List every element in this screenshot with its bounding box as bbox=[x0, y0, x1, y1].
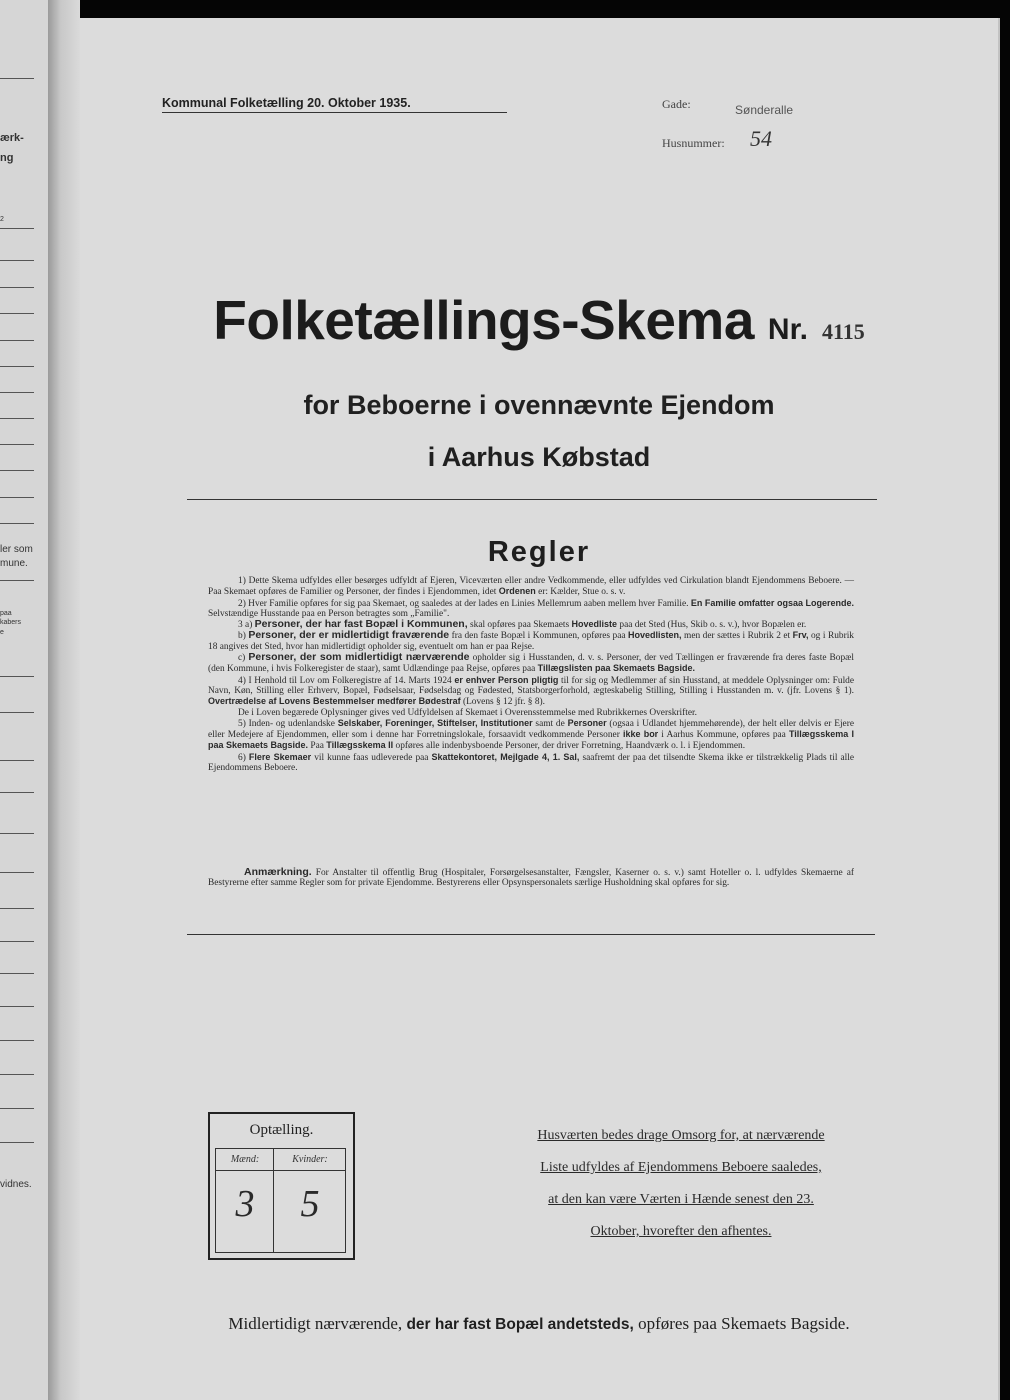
ruled-line bbox=[0, 833, 34, 834]
ruled-line bbox=[0, 1006, 34, 1007]
count-column-divider bbox=[273, 1148, 274, 1252]
remark bbox=[208, 867, 854, 889]
ruled-line bbox=[0, 580, 34, 581]
ruled-line bbox=[0, 1108, 34, 1109]
notice-line: Husværten bedes drage Omsorg for, at nærværende bbox=[537, 1128, 825, 1143]
census-form-page bbox=[80, 18, 998, 1400]
ruled-line bbox=[0, 1142, 34, 1143]
form-title bbox=[80, 288, 998, 352]
house-number-label: Husnummer: bbox=[662, 136, 725, 150]
rule-6: 6) Flere Skemaer vil kunne faas udleverede paa Skattekontoret, Mejlgade 4, 1. Sal, saafremt der paa det tilsendte Skema ikke er tilstrækkelig Plads til alle Ejendommens Beboere. bbox=[208, 751, 855, 774]
ruled-line bbox=[0, 872, 34, 873]
left-page-fragment: ærk- bbox=[0, 132, 24, 144]
header-underline bbox=[162, 112, 507, 113]
count-header-rule bbox=[215, 1170, 345, 1171]
notice-line: at den kan være Værten i Hænde senest den 23. bbox=[548, 1192, 814, 1207]
left-page-fragment: ler som bbox=[0, 544, 33, 555]
men-count: 3 bbox=[235, 1183, 255, 1225]
rule-1: 1) Dette Skema udfyldes eller besørges udfyldt af Ejeren, Viceværten eller andre Vedkommende, eller udfyldes ved Cirkulation blandt Ejendommens Beboere. — Paa Skemaet opføres de Familier og Personer, der findes i Ejendommen, idet Ordenen er: Kælder, Stue o. s. v. bbox=[208, 576, 854, 598]
ruled-line bbox=[0, 444, 34, 445]
divider bbox=[187, 934, 875, 935]
house-number-value: 54 bbox=[750, 126, 772, 151]
rule-5: 5) Inden- og udenlandske Selskaber, Foreninger, Stiftelser, Institutioner samt de Personer (ogsaa i Udlandet hjemmehørende), der helt eller delvis er Ejere eller Medejere af Ejendommen, eller som i denne har Forretningslokale, forsaavidt vedkommende Personer ikke bor i Aarhus Kommune, opføres paa Tillægsskema I paa Skemaets Bagside. Paa Tillægsskema II opføres alle indenbysboende Personer, der driver Forretning, Haandværk o. l. i Ejendommen. bbox=[208, 717, 855, 752]
ruled-line bbox=[0, 1074, 34, 1075]
ruled-line bbox=[0, 470, 34, 471]
ruled-line bbox=[0, 313, 34, 314]
ruled-line bbox=[0, 287, 34, 288]
rule-3a: 3 a) Personer, der har fast Bopæl i Kommunen, skal opføres paa Skemaets Hovedliste paa det Sted (Hus, Skib o. s. v.), hvor Bopælen er. bbox=[238, 618, 807, 631]
left-page-fragment: kabers bbox=[0, 619, 22, 626]
rules-body bbox=[208, 576, 854, 773]
ruled-line bbox=[0, 497, 34, 498]
left-page-fragment: vidnes. bbox=[0, 1179, 32, 1190]
ruled-line bbox=[0, 792, 34, 793]
book-spine bbox=[48, 0, 80, 1400]
left-page-fragment: 2 bbox=[0, 216, 4, 223]
ruled-line bbox=[0, 941, 34, 942]
remark-text: For Anstalter til offentlig Brug (Hospitaler, Forsørgelsesanstalter, Fængsler, Kaserner o. s. v.) samt Hoteller o. l. udfyldes Skemaerne af Bestyrerne efter samme Regler som for private Ejendomme. Bestyrerens eller Opsynspersonalets særlige Husholdning skal opføres for sig. bbox=[208, 868, 855, 889]
ruled-line bbox=[0, 260, 34, 261]
ruled-line bbox=[0, 340, 34, 341]
women-label: Kvinder: bbox=[292, 1154, 328, 1165]
count-box bbox=[208, 1112, 355, 1260]
rule-4-extra: De i Loven begærede Oplysninger gives ved Udfyldelsen af Skemaet i Overensstemmelse med Rubrikkernes Overskrifter. bbox=[238, 707, 697, 718]
ruled-line bbox=[0, 523, 34, 524]
left-page-fragment: e bbox=[0, 629, 4, 636]
form-number: 4115 bbox=[821, 319, 865, 344]
census-header: Kommunal Folketælling 20. Oktober 1935. bbox=[162, 96, 411, 110]
ruled-line bbox=[0, 392, 34, 393]
left-page-fragment: mune. bbox=[0, 558, 28, 569]
form-number-label: Nr. bbox=[767, 313, 808, 346]
rule-2: 2) Hver Familie opføres for sig paa Skemaet, og saaledes at der lades en Linies Mellemrum aaben mellem hver Familie. En Familie omfatter ogsaa Logerende. Selvstændige Husstande paa en Person betragtes som „Familie". bbox=[208, 597, 854, 619]
form-subtitle-2: i Aarhus Købstad bbox=[427, 442, 651, 472]
ruled-line bbox=[0, 1040, 34, 1041]
ruled-line bbox=[0, 676, 34, 677]
rules-heading: Regler bbox=[487, 536, 591, 568]
ruled-line bbox=[0, 366, 34, 367]
count-title: Optælling. bbox=[249, 1122, 314, 1138]
ruled-line bbox=[0, 418, 34, 419]
left-page-fragment: paa bbox=[0, 610, 12, 617]
ruled-line bbox=[0, 973, 34, 974]
men-label: Mænd: bbox=[230, 1154, 260, 1165]
ruled-line bbox=[0, 712, 34, 713]
notice-line: Liste udfyldes af Ejendommens Beboere saaledes, bbox=[540, 1160, 822, 1175]
rule-3b: b) Personer, der er midlertidigt fraværende fra den faste Bopæl i Kommunen, opføres paa Hovedlisten, men der sættes i Rubrik 2 et Frv, og i Rubrik 18 angives det Sted, hvor han midlertidigt opholder sig, eventuelt om han er paa Rejse. bbox=[208, 629, 854, 652]
notice-line: Oktober, hvorefter den afhentes. bbox=[590, 1224, 772, 1239]
ruled-line bbox=[0, 760, 34, 761]
rule-4: 4) I Henhold til Lov om Folkeregistre af 14. Marts 1924 er enhver Person pligtig til for sig og Medlemmer af sin Husstand, at meddele Oplysninger om: Fulde Navn, Køn, Stilling eller Erhverv, Bopæl, Fødselsaar, Fødselsdag og Fødested, Statsborgerforhold, ægteskabelig Stilling, Stilling i Husstanden m. v. (jfr. Lovens § 1). Overtrædelse af Lovens Bestemmelser medfører Bødestraf (Lovens § 12 jfr. § 8). bbox=[208, 674, 855, 708]
ruled-line bbox=[0, 908, 34, 909]
left-page-fragment: ng bbox=[0, 152, 14, 164]
ruled-line bbox=[0, 228, 34, 229]
street-value: Sønderalle bbox=[735, 103, 794, 117]
form-title-main: Folketællings-Skema bbox=[213, 289, 754, 351]
left-facing-page bbox=[0, 0, 51, 1400]
rule-3c: c) Personer, der som midlertidigt nærværende opholder sig i Husstanden, d. v. s. Personer, der ved Tællingen er fraværende fra deres faste Bopæl (den Kommune, i hvis Folkeregister de staar), samt Udlændinge paa Rejse, opføres paa Tillægslisten paa Skemaets Bagside. bbox=[208, 651, 855, 675]
landlord-notice bbox=[505, 1120, 857, 1248]
women-count: 5 bbox=[300, 1183, 320, 1225]
street-label: Gade: bbox=[662, 97, 691, 111]
remark-label: Anmærkning. bbox=[244, 866, 312, 878]
divider bbox=[187, 499, 877, 500]
footer-note: Midlertidigt nærværende, der har fast Bopæl andetsteds, opføres paa Skemaets Bagside. bbox=[228, 1314, 850, 1333]
ruled-line bbox=[0, 78, 34, 79]
form-subtitle-1: for Beboerne i ovennævnte Ejendom bbox=[303, 390, 775, 420]
